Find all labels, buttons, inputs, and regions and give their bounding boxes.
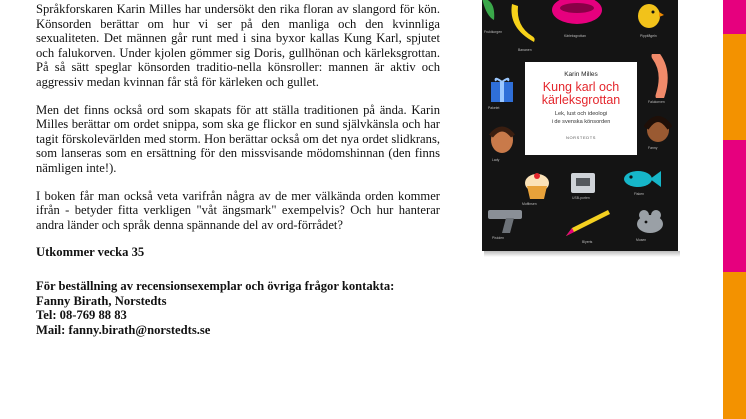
caption-face-left: Lady	[492, 158, 500, 162]
caption-gift: Paketet	[488, 106, 500, 110]
caption-cupcake: Muffinsen	[522, 202, 537, 206]
pencil-icon	[564, 208, 612, 238]
bird-icon	[634, 0, 664, 32]
book-subtitle-line-2: i de svenska könsorden	[551, 118, 611, 125]
press-text	[36, 0, 440, 350]
vegetable-icon	[482, 0, 500, 24]
contact-heading: För beställning av recensionsexemplar och övriga frågor kontakta:	[36, 278, 395, 293]
contact-block	[36, 279, 440, 337]
caption-top-left: Fruktkorgen	[484, 30, 503, 34]
caption-fish: Fisken	[634, 192, 644, 196]
gift-icon	[490, 76, 514, 104]
contact-phone: Tel: 08-769 88 83	[36, 308, 127, 323]
contact-name: Fanny Birath, Norstedts	[36, 293, 167, 308]
usb-icon	[570, 172, 596, 194]
book-publisher: NORSTEDTS	[565, 135, 597, 140]
paragraph-2: Men det finns också ord som skapats för att ställa traditionen på ända. Karin Milles berättar om ordet snippa, som ska ge flickor en sund självkänsla och har tagit förskolevärlden med storm. Hon berättar också om det nya ordet slidkrans, som lanseras som en ersättning för den missvisande mödomshinnan (den finns nämligen inte!).	[36, 102, 440, 175]
mouth-icon	[550, 0, 604, 30]
stripe-orange-2	[723, 272, 746, 419]
banana-icon	[506, 2, 540, 46]
release-date: Utkommer vecka 35	[36, 245, 145, 260]
caption-sausage: Falukorven	[648, 100, 665, 104]
caption-mouth: Kärleksgrottan	[564, 34, 586, 38]
cupcake-icon	[522, 172, 552, 200]
caption-banana: Bananen	[518, 48, 532, 52]
stripe-pink-2	[723, 140, 746, 272]
book-shadow	[484, 251, 680, 257]
book-subtitle	[525, 111, 637, 126]
book-cover	[482, 0, 678, 251]
face-left-icon	[488, 124, 516, 156]
book-title-line-2: kärleksgrottan	[541, 93, 621, 107]
stripe-pink-1	[723, 0, 746, 34]
caption-face-right: Fanny	[648, 146, 658, 150]
book-title	[525, 81, 637, 107]
gun-icon	[486, 206, 528, 234]
book-subtitle-line-1: Lek, lust och ideologi	[554, 111, 608, 117]
title-card	[525, 62, 637, 155]
fish-icon	[622, 168, 662, 190]
paragraph-1: Språkforskaren Karin Milles har undersökt den rika floran av slangord för kön. Könsorden berättar om hur vi ser på den manliga och den kvinnliga sexualiteten. Det männen går runt med i sina byxor kallas Kung Karl, spjutet och falukorven. Under kjolen gömmer sig Doris, gullhönan och kärleksgrottan. På så sätt speglar könsorden traditio-nella könsroller: mannen är aktiv och aggressiv medan kvinnan får stå för kärleken och gullet.	[36, 2, 440, 89]
face-right-icon	[644, 114, 672, 144]
sausage-icon	[650, 54, 670, 98]
stripe-orange-1	[723, 34, 746, 140]
book-author: Karin Milles	[564, 71, 598, 78]
caption-pencil: Blyerts	[582, 240, 593, 244]
book-title-line-1: Kung karl och	[542, 80, 620, 94]
caption-bird: Pippifågeln	[640, 34, 657, 38]
contact-mail: Mail: fanny.birath@norstedts.se	[36, 322, 211, 337]
mouse-icon	[632, 208, 670, 236]
caption-mouse: Musen	[636, 238, 647, 242]
paragraph-3: I boken får man också veta varifrån några av de mer välkända orden kommer ifrån - betyder fitta verkligen "våt ängsmark" exempelvis? Och hur hanterar andra länder och språk denna spännande del av ord-förrådet?	[36, 188, 440, 232]
caption-gun: Pistolen	[492, 236, 505, 240]
caption-usb: USB-porten	[572, 196, 590, 200]
